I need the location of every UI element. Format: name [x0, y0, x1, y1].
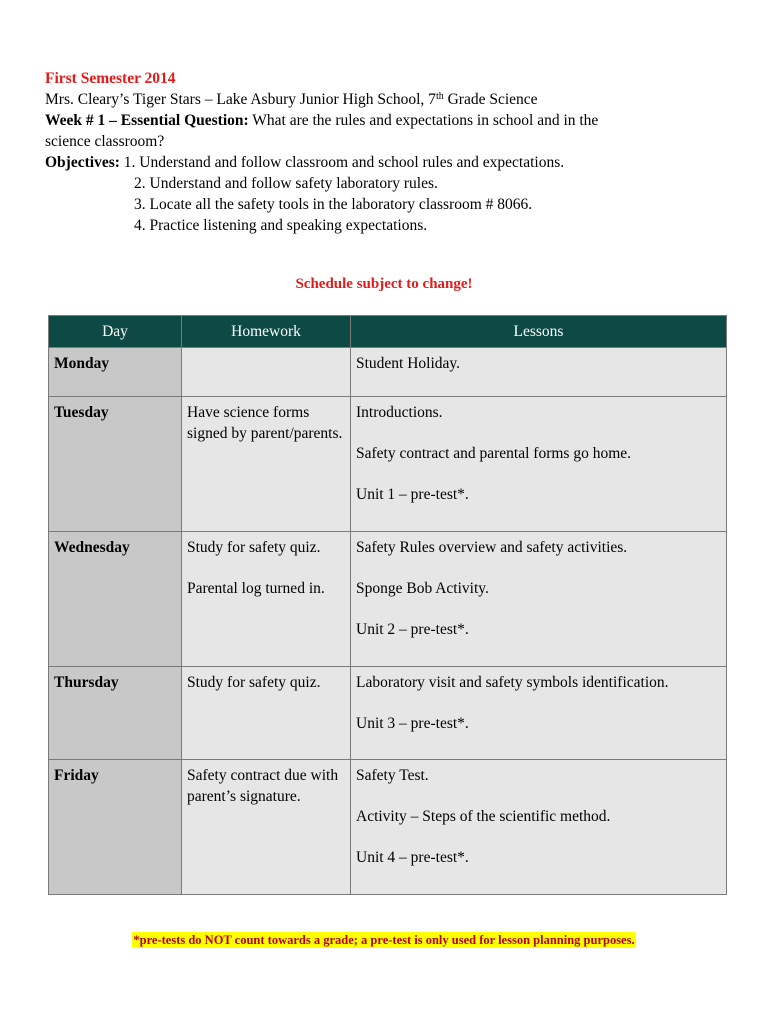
day-cell: Friday: [49, 760, 182, 895]
lesson-item: Introductions.: [356, 404, 443, 421]
document-header: [45, 68, 725, 236]
objective-4: 4. Practice listening and speaking expectations.: [134, 217, 428, 234]
homework-cell: [182, 667, 351, 760]
schedule-table: [48, 315, 727, 895]
day-cell: Wednesday: [49, 532, 182, 667]
table-row: [49, 532, 727, 667]
column-header-homework: Homework: [182, 316, 351, 348]
lesson-item: Unit 3 – pre-test*.: [356, 715, 469, 732]
lesson-item: Unit 4 – pre-test*.: [356, 849, 469, 866]
class-line-tail: Grade Science: [443, 91, 538, 108]
lesson-item: Laboratory visit and safety symbols identification.: [356, 674, 669, 691]
footnote: [0, 931, 768, 949]
column-header-lessons: Lessons: [351, 316, 727, 348]
homework-cell: [182, 760, 351, 895]
objective-2: 2. Understand and follow safety laboratory rules.: [134, 175, 438, 192]
essential-question: [45, 110, 725, 131]
homework-item: Have science forms signed by parent/parents.: [187, 404, 343, 442]
objectives: [45, 152, 725, 173]
homework-item: Safety contract due with parent’s signature.: [187, 767, 339, 805]
table-row: [49, 667, 727, 760]
table-row: [49, 397, 727, 532]
lessons-cell: [351, 667, 727, 760]
homework-item: Parental log turned in.: [187, 580, 325, 597]
lessons-cell: [351, 760, 727, 895]
lesson-item: Safety contract and parental forms go home.: [356, 445, 632, 462]
lessons-cell: [351, 532, 727, 667]
lesson-item: Activity – Steps of the scientific method.: [356, 808, 611, 825]
table-row: [49, 348, 727, 397]
class-line: [45, 89, 725, 110]
class-line-sup: th: [435, 91, 444, 102]
lesson-item: Safety Rules overview and safety activities.: [356, 539, 628, 556]
class-line-text: Mrs. Cleary’s Tiger Stars – Lake Asbury Junior High School, 7: [45, 91, 436, 108]
lessons-cell: [351, 348, 727, 397]
column-header-day: Day: [49, 316, 182, 348]
table-header-row: [49, 316, 727, 348]
table-row: [49, 760, 727, 895]
lesson-item: Student Holiday.: [356, 355, 461, 372]
lesson-item: Unit 2 – pre-test*.: [356, 621, 469, 638]
homework-cell: [182, 532, 351, 667]
lesson-item: Safety Test.: [356, 767, 429, 784]
essential-question-text-1: What are the rules and expectations in school and in the: [248, 112, 599, 129]
lessons-cell: [351, 397, 727, 532]
lesson-item: Sponge Bob Activity.: [356, 580, 489, 597]
objectives-label: Objectives:: [45, 154, 120, 171]
lesson-item: Unit 1 – pre-test*.: [356, 486, 469, 503]
schedule-notice: Schedule subject to change!: [295, 276, 473, 292]
day-cell: Tuesday: [49, 397, 182, 532]
homework-cell: [182, 397, 351, 532]
day-cell: Monday: [49, 348, 182, 397]
week-label: Week # 1 – Essential Question:: [45, 112, 249, 129]
essential-question-text-2: science classroom?: [45, 133, 165, 150]
objective-3: 3. Locate all the safety tools in the laboratory classroom # 8066.: [134, 196, 533, 213]
objective-1: 1. Understand and follow classroom and school rules and expectations.: [119, 154, 565, 171]
day-cell: Thursday: [49, 667, 182, 760]
homework-cell: [182, 348, 351, 397]
homework-item: Study for safety quiz.: [187, 539, 321, 556]
homework-item: Study for safety quiz.: [187, 674, 321, 691]
footnote-text: *pre-tests do NOT count towards a grade; a pre-test is only used for lesson planning purposes.: [133, 933, 635, 947]
semester-title: First Semester 2014: [45, 70, 176, 87]
